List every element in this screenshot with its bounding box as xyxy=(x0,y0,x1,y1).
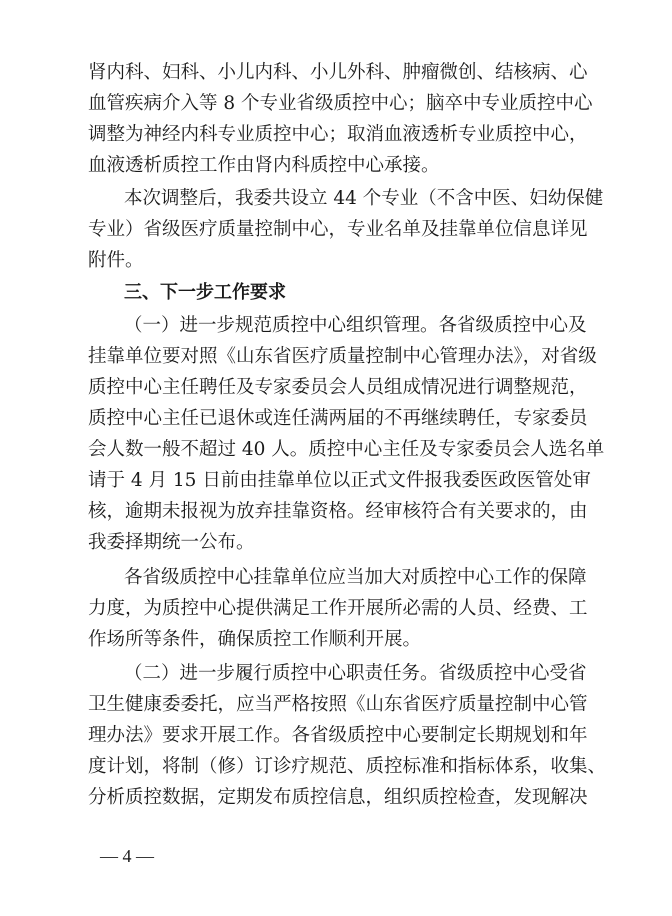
body-text-line: （一）进一步规范质控中心组织管理。各省级质控中心及 xyxy=(124,315,587,336)
body-text-line: 附件。 xyxy=(88,250,144,271)
body-text-line: 理办法》要求开展工作。各省级质控中心要制定长期规划和年 xyxy=(88,725,588,746)
body-text-line: 质控中心主任已退休或连任满两届的不再继续聘任，专家委员 xyxy=(88,408,588,429)
body-text-line: 血液透析质控工作由肾内科质控中心承接。 xyxy=(88,155,440,176)
body-text-line: 肾内科、妇科、小儿内科、小儿外科、肿瘤微创、结核病、心 xyxy=(88,62,588,83)
body-text-line: 质控中心主任聘任及专家委员会人员组成情况进行调整规范， xyxy=(88,377,588,398)
body-text-line: 我委择期统一公布。 xyxy=(88,532,255,553)
body-text-line: 分析质控数据，定期发布质控信息，组织质控检查，发现解决 xyxy=(88,787,588,808)
body-text-line: （二）进一步履行质控中心职责任务。省级质控中心受省 xyxy=(124,663,587,684)
body-text-line: 本次调整后，我委共设立 44 个专业（不含中医、妇幼保健 xyxy=(124,188,604,209)
body-text-line: 力度，为质控中心提供满足工作开展所必需的人员、经费、工 xyxy=(88,598,588,619)
body-text-line: 核，逾期未报视为放弃挂靠资格。经审核符合有关要求的，由 xyxy=(88,501,588,522)
body-text-line: 调整为神经内科专业质控中心；取消血液透析专业质控中心， xyxy=(88,124,588,145)
body-text-line: 作场所等条件，确保质控工作顺利开展。 xyxy=(88,629,422,650)
body-text-line: 各省级质控中心挂靠单位应当加大对质控中心工作的保障 xyxy=(124,567,587,588)
body-text-line: 会人数一般不超过 40 人。质控中心主任及专家委员会人选名单 xyxy=(88,439,605,460)
body-text-line: 度计划，将制（修）订诊疗规范、质控标准和指标体系，收集、 xyxy=(88,756,607,777)
body-text-line: 卫生健康委委托，应当严格按照《山东省医疗质量控制中心管 xyxy=(88,694,588,715)
body-text-line: 专业）省级医疗质量控制中心，专业名单及挂靠单位信息详见 xyxy=(88,219,588,240)
body-text-line: 挂靠单位要对照《山东省医疗质量控制中心管理办法》，对省级 xyxy=(88,346,597,367)
section-heading: 三、下一步工作要求 xyxy=(124,282,286,303)
body-text-line: 请于 4 月 15 日前由挂靠单位以正式文件报我委医政医管处审 xyxy=(88,470,591,491)
page-number: — 4 — xyxy=(100,846,154,866)
body-text-line: 血管疾病介入等 8 个专业省级质控中心；脑卒中专业质控中心 xyxy=(88,93,593,114)
